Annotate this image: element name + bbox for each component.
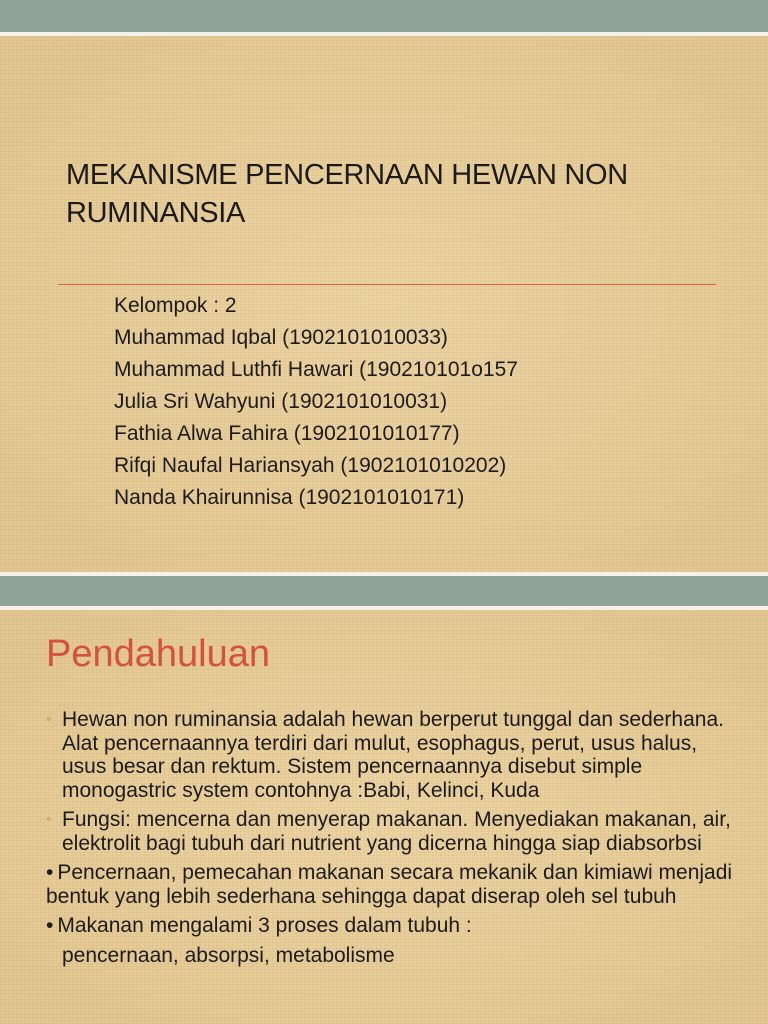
list-item [46, 861, 736, 908]
member-item: Muhammad Luthfi Hawari (190210101o157 [114, 358, 518, 381]
bullet-icon: • [46, 861, 54, 884]
bullet-text: Hewan non ruminansia adalah hewan berperut tunggal dan sederhana. Alat pencernaannya terdiri dari mulut, esophagus, perut, usus halus, usus besar dan rektum. Sistem pencernaannya disebut simple monogastric system contohnya :Babi, Kelinci, Kuda [62, 708, 724, 802]
bullet-icon: • [46, 811, 52, 828]
member-list [114, 290, 734, 514]
slide-heading: Pendahuluan [46, 633, 270, 675]
bullet-icon: • [46, 914, 54, 937]
list-item [46, 914, 736, 938]
member-item: Julia Sri Wahyuni (1902101010031) [114, 390, 448, 413]
bullet-text: Pencernaan, pemecahan makanan secara mekanik dan kimiawi menjadi bentuk yang lebih sederhana sehingga dapat diserap oleh sel tubuh [46, 861, 733, 908]
bullet-text: Fungsi: mencerna dan menyerap makanan. Menyediakan makanan, air, elektrolit bagi tubuh dari nutrient yang dicerna hingga siap diabsorbsi [62, 808, 731, 855]
member-item: Muhammad Iqbal (1902101010033) [114, 326, 448, 349]
slide-title-text: MEKANISME PENCERNAAN HEWAN NON RUMINANSIA [66, 159, 628, 229]
slide-title[interactable] [0, 36, 768, 572]
bullet-text: pencernaan, absorpsi, metabolisme [62, 943, 395, 967]
member-item: Nanda Khairunnisa (1902101010171) [114, 486, 465, 509]
slide-introduction[interactable] [0, 610, 768, 1024]
bullet-list [46, 708, 736, 973]
member-item: Rifqi Naufal Hariansyah (1902101010202) [114, 454, 507, 477]
group-label: Kelompok : 2 [114, 294, 237, 317]
bullet-text: Makanan mengalami 3 proses dalam tubuh : [57, 914, 472, 937]
bullet-icon: • [46, 711, 52, 728]
title-rule [58, 284, 716, 285]
member-item: Fathia Alwa Fahira (1902101010177) [114, 422, 460, 445]
slide-separator-band [0, 576, 768, 606]
list-item [46, 944, 736, 968]
list-item [46, 708, 736, 802]
top-band [0, 0, 768, 32]
list-item [46, 808, 736, 855]
